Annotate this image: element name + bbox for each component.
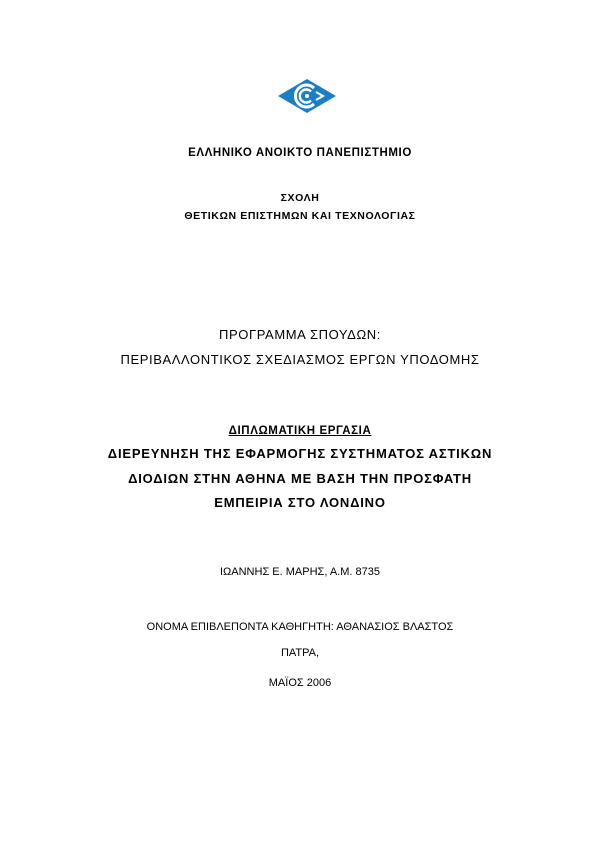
thesis-title-line-2: ΔΙΟΔΙΩΝ ΣΤΗΝ ΑΘΗΝΑ ΜΕ ΒΑΣΗ ΤΗΝ ΠΡΟΣΦΑΤΗ: [128, 471, 472, 486]
program-name: ΠΕΡΙΒΑΛΛΟΝΤΙΚΟΣ ΣΧΕΔΙΑΣΜΟΣ ΕΡΓΩΝ ΥΠΟΔΟΜΗΣ: [120, 352, 480, 367]
date: ΜΑΪΟΣ 2006: [268, 677, 332, 689]
program-label: ΠΡΟΓΡΑΜΜΑ ΣΠΟΥΔΩΝ:: [219, 327, 381, 342]
thesis-title-line-3: ΕΜΠΕΙΡΙΑ ΣΤΟ ΛΟΝΔΙΝΟ: [214, 495, 386, 510]
thesis-title-line-1: ΔΙΕΡΕΥΝΗΣΗ ΤΗΣ ΕΦΑΡΜΟΓΗΣ ΣΥΣΤΗΜΑΤΟΣ ΑΣΤΙΚΩΝ: [107, 446, 493, 461]
school-name: ΘΕΤΙΚΩΝ ΕΠΙΣΤΗΜΩΝ ΚΑΙ ΤΕΧΝΟΛΟΓΙΑΣ: [184, 210, 416, 222]
supervisor: ΟΝΟΜΑ ΕΠΙΒΛΕΠΟΝΤΑ ΚΑΘΗΓΗΤΗ: ΑΘΑΝΑΣΙΟΣ ΒΛΑΣΤΟΣ: [146, 621, 454, 633]
thesis-label: [0, 425, 600, 437]
thesis-label-text: ΔΙΠΛΩΜΑΤΙΚΗ ΕΡΓΑΣΙΑ: [228, 425, 372, 437]
school-label: ΣΧΟΛΗ: [280, 192, 320, 204]
city: ΠΑΤΡΑ,: [280, 647, 320, 659]
eap-logo-icon: [276, 78, 338, 114]
author: ΙΩΑΝΝΗΣ Ε. ΜΑΡΗΣ, Α.Μ. 8735: [220, 566, 380, 578]
university-name: ΕΛΛΗΝΙΚΟ ΑΝΟΙΚΤΟ ΠΑΝΕΠΙΣΤΗΜΙΟ: [188, 147, 412, 159]
